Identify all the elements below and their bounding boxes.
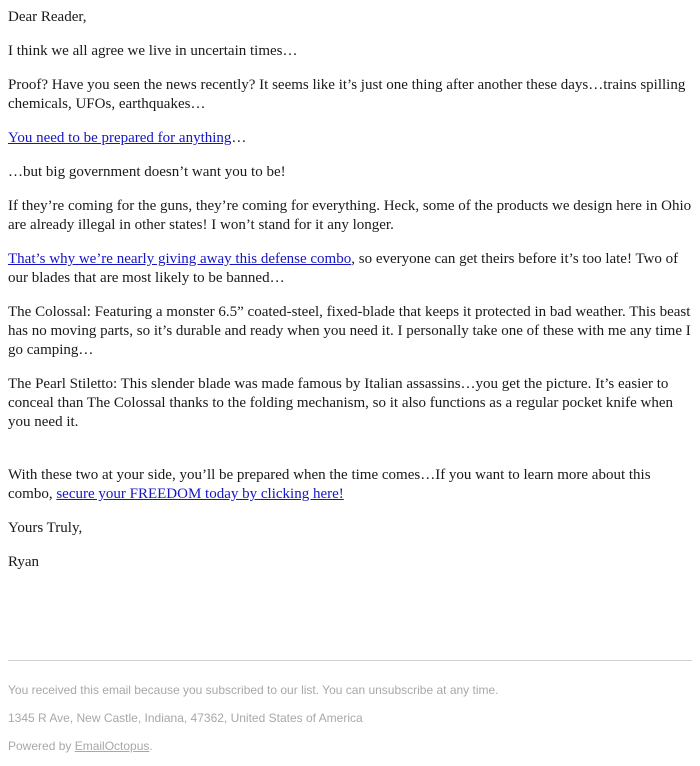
paragraph-intro: I think we all agree we live in uncertain times… bbox=[8, 43, 298, 59]
paragraph-combo bbox=[8, 250, 692, 288]
paragraph-proof: Proof? Have you seen the news recently? It seems like it’s just one thing after another these days…trains spilling chemicals, UFOs, earthquakes… bbox=[8, 77, 686, 112]
emailoctopus-link[interactable]: EmailOctopus bbox=[74, 739, 150, 753]
paragraph-call-to-action bbox=[8, 466, 692, 504]
powered-by-prefix: Powered by bbox=[8, 739, 75, 753]
greeting: Dear Reader, bbox=[8, 9, 87, 25]
signature: Ryan bbox=[8, 554, 40, 570]
paragraph-pearl-stiletto: The Pearl Stiletto: This slender blade was made famous by Italian assassins…you get the picture. It’s easier to conceal than The Colossal thanks to the folding mechanism, so it also functions as a regular pocket knife when you need it. bbox=[8, 376, 673, 430]
prepared-ellipsis: … bbox=[231, 130, 247, 146]
powered-by-suffix: . bbox=[149, 739, 153, 753]
paragraph-government: …but big government doesn’t want you to be! bbox=[8, 164, 286, 180]
email-body bbox=[8, 0, 692, 587]
paragraph-colossal: The Colossal: Featuring a monster 6.5” coated-steel, fixed-blade that keeps it protected in bad weather. This beast has no moving parts, so it’s durable and ready when you need it. I personally take one of these with me any time I go camping… bbox=[8, 304, 691, 358]
cta-text: With these two at your side, you’ll be prepared when the time comes…If you want to learn more about this combo, bbox=[8, 467, 651, 502]
defense-combo-link[interactable]: That’s why we’re nearly giving away this defense combo bbox=[8, 251, 352, 267]
powered-by bbox=[8, 738, 692, 754]
combo-rest-text: , so everyone can get theirs before it’s too late! Two of our blades that are most likely to be banned… bbox=[8, 251, 679, 286]
sender-address: 1345 R Ave, New Castle, Indiana, 47362, United States of America bbox=[8, 711, 363, 725]
email-footer bbox=[8, 660, 692, 754]
paragraph-guns: If they’re coming for the guns, they’re coming for everything. Heck, some of the products we design here in Ohio are already illegal in other states! I won’t stand for it any longer. bbox=[8, 198, 692, 233]
secure-freedom-link[interactable]: secure your FREEDOM today by clicking here! bbox=[56, 486, 344, 502]
closing: Yours Truly, bbox=[8, 520, 83, 536]
prepared-link[interactable]: You need to be prepared for anything bbox=[8, 130, 232, 146]
paragraph-prepared bbox=[8, 129, 692, 148]
subscription-notice: You received this email because you subscribed to our list. You can unsubscribe at any time. bbox=[8, 683, 499, 697]
